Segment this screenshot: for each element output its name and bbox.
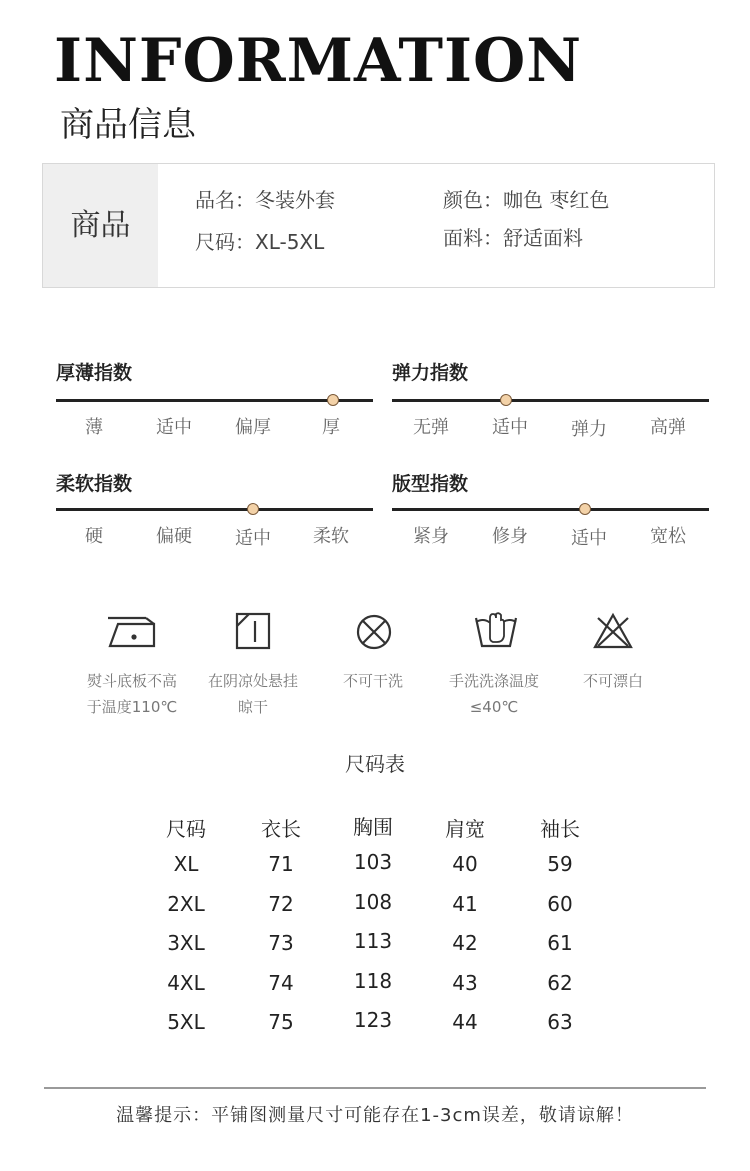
care-text-no-bleach — [553, 668, 673, 694]
size-cell: 62 — [547, 971, 573, 995]
size-header-cell: 肩宽 — [445, 817, 485, 841]
scale-label: 薄 — [85, 417, 103, 438]
care-line: 于温度110℃ — [86, 698, 178, 716]
size-cell: 43 — [452, 971, 478, 995]
scale-label: 修身 — [492, 526, 528, 547]
size-header-cell: 袖长 — [540, 817, 580, 841]
care-line: 熨斗底板不高 — [86, 672, 177, 690]
size-cell: 61 — [547, 931, 573, 955]
care-text-hang-dry — [193, 668, 313, 720]
scale-indicator-fit — [579, 503, 591, 515]
scale-title-fit: 版型指数 — [392, 473, 469, 495]
size-cell: 103 — [353, 850, 393, 874]
size-cell: 73 — [268, 931, 294, 955]
size-cell: 42 — [452, 931, 478, 955]
scale-label: 适中 — [571, 528, 607, 549]
care-line: 不可干洗 — [342, 672, 403, 690]
care-text-iron — [72, 668, 192, 720]
bottom-divider — [44, 1087, 706, 1089]
size-cell: 40 — [452, 852, 478, 876]
size-header-cell: 胸围 — [353, 815, 393, 839]
scale-label: 宽松 — [650, 526, 686, 547]
scale-indicator-softness — [247, 503, 259, 515]
care-line: 在阴凉处悬挂 — [207, 672, 298, 690]
size-cell: 5XL — [167, 1010, 205, 1034]
scale-label: 无弹 — [413, 417, 449, 438]
size-cell: 108 — [353, 890, 393, 914]
size-cell: 72 — [268, 892, 294, 916]
size-cell: 75 — [268, 1010, 294, 1034]
page-title-en: INFORMATION — [54, 26, 583, 96]
scale-label: 柔软 — [313, 526, 349, 547]
scale-label: 厚 — [322, 417, 340, 438]
scale-title-elasticity: 弹力指数 — [392, 362, 469, 384]
info-size: 尺码：XL-5XL — [195, 230, 325, 254]
scale-title-thickness: 厚薄指数 — [56, 362, 133, 384]
info-label: 商品 — [70, 208, 131, 243]
size-cell: 123 — [353, 1008, 393, 1032]
care-text-hand-wash — [434, 668, 554, 720]
size-table-title: 尺码表 — [345, 752, 405, 776]
scale-title-softness: 柔软指数 — [56, 473, 133, 495]
page-title-cn: 商品信息 — [60, 105, 196, 145]
care-line: 不可漂白 — [582, 672, 643, 690]
care-text-no-dry-clean — [313, 668, 433, 694]
scale-line-elasticity — [392, 399, 709, 402]
size-header-cell: 尺码 — [166, 817, 206, 841]
scale-label: 适中 — [156, 417, 192, 438]
scale-line-thickness — [56, 399, 373, 402]
care-line: 晾干 — [237, 698, 268, 716]
size-cell: 4XL — [167, 971, 205, 995]
scale-indicator-thickness — [327, 394, 339, 406]
info-fabric: 面料：舒适面料 — [443, 226, 583, 250]
footer-tip: 温馨提示：平铺图测量尺寸可能存在1-3cm误差，敬请谅解！ — [116, 1105, 634, 1126]
size-cell: 3XL — [167, 931, 205, 955]
scale-label: 硬 — [85, 526, 103, 547]
scale-label: 紧身 — [413, 526, 449, 547]
info-name: 品名：冬装外套 — [195, 188, 335, 212]
scale-label: 偏硬 — [156, 526, 192, 547]
size-cell: 74 — [268, 971, 294, 995]
scale-label: 高弹 — [650, 417, 686, 438]
scale-line-softness — [56, 508, 373, 511]
size-cell: 2XL — [167, 892, 205, 916]
scale-label: 弹力 — [571, 419, 607, 440]
scale-label: 偏厚 — [235, 417, 271, 438]
size-cell: 113 — [353, 929, 393, 953]
no-bleach-icon — [592, 612, 634, 650]
scale-label: 适中 — [235, 528, 271, 549]
size-header-cell: 衣长 — [261, 817, 301, 841]
size-cell: 63 — [547, 1010, 573, 1034]
iron-icon — [104, 612, 160, 650]
hang-dry-shade-icon — [235, 612, 271, 650]
product-info-box — [42, 163, 715, 288]
size-cell: 59 — [547, 852, 573, 876]
scale-label: 适中 — [492, 417, 528, 438]
hand-wash-icon — [473, 608, 519, 650]
info-label-cell — [43, 164, 158, 287]
scale-indicator-elasticity — [500, 394, 512, 406]
size-cell: 71 — [268, 852, 294, 876]
size-cell: 60 — [547, 892, 573, 916]
care-line: ≤40℃ — [469, 698, 519, 716]
no-dry-clean-icon — [354, 612, 394, 652]
size-cell: 41 — [452, 892, 478, 916]
scale-line-fit — [392, 508, 709, 511]
size-cell: XL — [173, 852, 199, 876]
info-color: 颜色：咖色 枣红色 — [443, 188, 610, 212]
size-cell: 118 — [353, 969, 393, 993]
size-cell: 44 — [452, 1010, 478, 1034]
care-line: 手洗洗涤温度 — [448, 672, 539, 690]
